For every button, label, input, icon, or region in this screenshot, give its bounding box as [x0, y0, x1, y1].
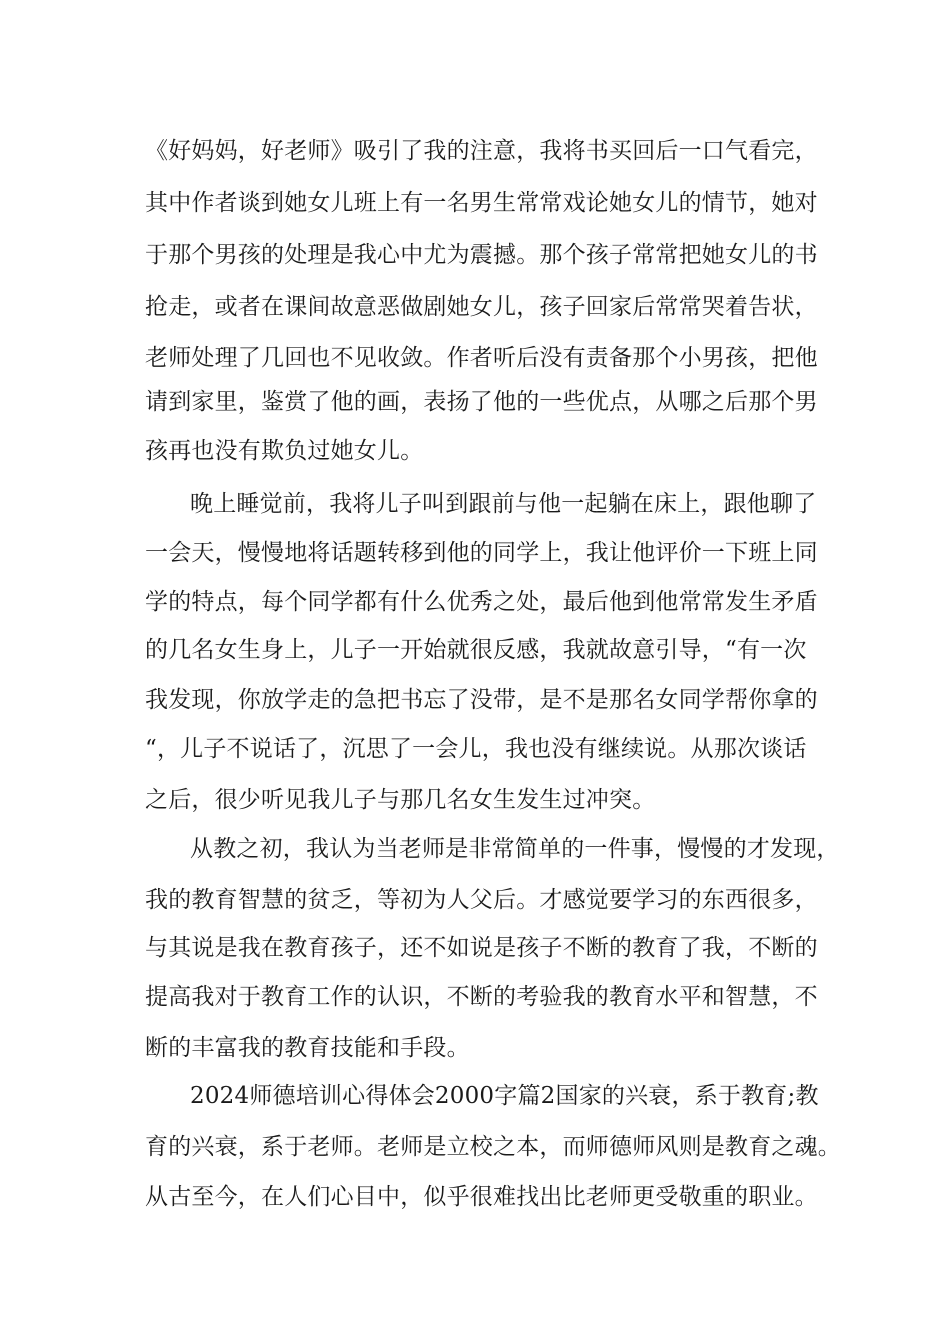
text-line: “，儿子不说话了，沉思了一会儿，我也没有继续说。从那次谈话 — [145, 736, 807, 762]
paragraph-start-line: 2024师德培训心得体会2000字篇2国家的兴衰，系于教育;教 — [190, 1083, 819, 1109]
text-line: 之后，很少听见我儿子与那几名女生发生过冲突。 — [145, 787, 656, 813]
text-line: 其中作者谈到她女儿班上有一名男生常常戏论她女儿的情节，她对 — [145, 190, 818, 216]
text-line: 我发现，你放学走的急把书忘了没带，是不是那名女同学帮你拿的 — [145, 687, 818, 713]
text-line: 学的特点，每个同学都有什么优秀之处，最后他到他常常发生矛盾 — [145, 589, 818, 615]
text-line: 提高我对于教育工作的认识，不断的考验我的教育水平和智慧，不 — [145, 984, 818, 1010]
text-line: 老师处理了几回也不见收敛。作者听后没有责备那个小男孩，把他 — [145, 345, 818, 371]
paragraph-start-line: 晚上睡觉前，我将儿子叫到跟前与他一起躺在床上，跟他聊了 — [190, 491, 817, 517]
text-line: 的几名女生身上，儿子一开始就很反感，我就故意引导，“有一次 — [145, 637, 807, 663]
text-line: 请到家里，鉴赏了他的画，表扬了他的一些优点，从哪之后那个男 — [145, 389, 818, 415]
text-line: 断的丰富我的教育技能和手段。 — [145, 1035, 470, 1061]
text-line: 一会天，慢慢地将话题转移到他的同学上，我让他评价一下班上同 — [145, 540, 818, 566]
text-line: 育的兴衰，系于老师。老师是立校之本，而师德师风则是教育之魂。 — [145, 1134, 841, 1160]
text-line: 抢走，或者在课间故意恶做剧她女儿，孩子回家后常常哭着告状， — [145, 294, 818, 320]
text-line: 于那个男孩的处理是我心中尤为震撼。那个孩子常常把她女儿的书 — [145, 242, 818, 268]
text-line: 孩再也没有欺负过她女儿。 — [145, 438, 424, 464]
text-line: 从古至今，在人们心目中，似乎很难找出比老师更受敬重的职业。 — [145, 1184, 818, 1210]
text-line: 《好妈妈，好老师》吸引了我的注意，我将书买回后一口气看完， — [145, 138, 818, 164]
text-line: 与其说是我在教育孩子，还不如说是孩子不断的教育了我，不断的 — [145, 935, 818, 961]
paragraph-start-line: 从教之初，我认为当老师是非常简单的一件事，慢慢的才发现， — [190, 836, 840, 862]
text-line: 我的教育智慧的贫乏，等初为人父后。才感觉要学习的东西很多， — [145, 887, 818, 913]
